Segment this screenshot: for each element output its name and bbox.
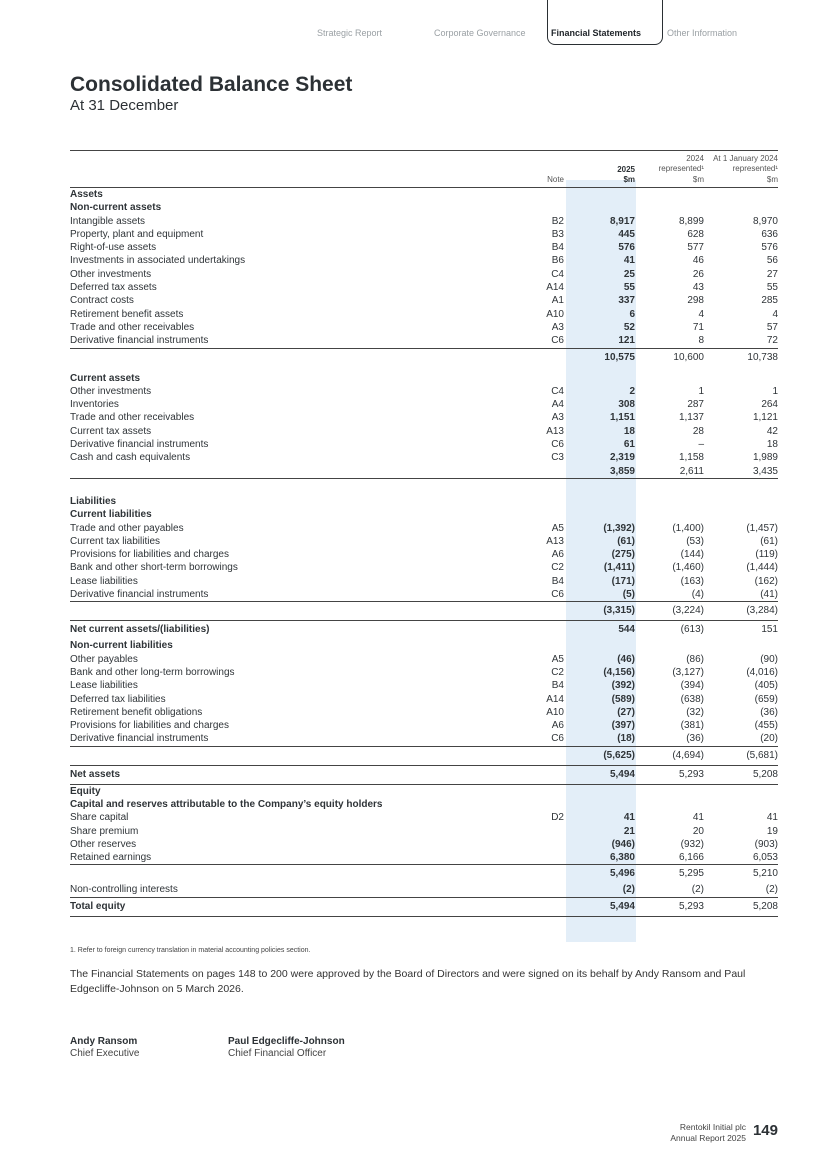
value-jan-2024: (61)	[760, 535, 778, 547]
header-2024: 2024	[686, 154, 704, 163]
value-2025: 308	[618, 399, 635, 411]
value-2024: 8	[698, 335, 704, 347]
value-2025: (2)	[622, 884, 635, 896]
table-row	[70, 653, 778, 666]
row-label: Derivative financial instruments	[70, 589, 209, 601]
value-jan-2024: 264	[761, 399, 778, 411]
table-row	[70, 883, 778, 896]
value-2024: 26	[692, 268, 704, 280]
value-2024: (3,127)	[672, 666, 704, 678]
row-label: Retirement benefit obligations	[70, 706, 203, 718]
row-label: Current tax liabilities	[70, 535, 161, 547]
value-2024: (1,460)	[672, 562, 704, 574]
total-row	[70, 601, 778, 620]
value-2025: 2	[629, 385, 635, 397]
value-2024: 71	[692, 321, 704, 333]
row-label: Investments in associated undertakings	[70, 255, 246, 267]
row-label: Total equity	[70, 900, 126, 912]
row-label: Derivative financial instruments	[70, 439, 209, 451]
value-2024: (36)	[686, 733, 704, 745]
row-note: B4	[551, 575, 564, 587]
value-jan-2024: 72	[766, 335, 778, 347]
value-jan-2024: 27	[766, 268, 778, 280]
table-row	[70, 268, 778, 281]
row-label: Provisions for liabilities and charges	[70, 549, 229, 561]
value-2025: 41	[623, 812, 635, 824]
table-row	[70, 215, 778, 228]
value-2025: (397)	[611, 720, 635, 732]
row-note: C6	[551, 733, 564, 745]
row-label: Property, plant and equipment	[70, 228, 204, 240]
row-label: Retirement benefit assets	[70, 308, 184, 320]
table-row	[70, 281, 778, 294]
value-2025: (46)	[617, 653, 635, 665]
value-2025: 337	[618, 295, 635, 307]
row-label: Other reserves	[70, 838, 137, 850]
section-heading-row	[70, 785, 778, 798]
value-jan-2024: 5,210	[752, 868, 778, 880]
value-jan-2024: (2)	[765, 884, 778, 896]
row-label: Bank and other short-term borrowings	[70, 562, 238, 574]
total-row	[70, 746, 778, 765]
row-note: A10	[546, 308, 564, 320]
value-2024: (4,694)	[672, 749, 704, 761]
section-heading-row	[70, 508, 778, 521]
row-label: Bank and other long-term borrowings	[70, 666, 235, 678]
row-note: C2	[551, 666, 564, 678]
section-heading-row	[70, 188, 778, 201]
value-2025: 61	[623, 439, 635, 451]
value-2024: 628	[687, 228, 704, 240]
value-2025: (171)	[611, 575, 635, 587]
value-2025: (275)	[611, 549, 635, 561]
value-jan-2024: (36)	[760, 706, 778, 718]
signatory-name: Andy Ransom	[70, 1036, 138, 1047]
table-row	[70, 548, 778, 561]
row-note: C6	[551, 335, 564, 347]
table-row	[70, 385, 778, 398]
table-row	[70, 575, 778, 588]
row-label: Non-current assets	[70, 202, 162, 214]
table-row	[70, 588, 778, 601]
row-label: Cash and cash equivalents	[70, 452, 191, 464]
value-jan-2024: (1,444)	[746, 562, 778, 574]
row-label: Deferred tax liabilities	[70, 693, 166, 705]
value-2024: 5,293	[678, 768, 704, 780]
table-row	[70, 425, 778, 438]
value-2024: 10,600	[673, 351, 704, 363]
table-row	[70, 522, 778, 535]
row-note: A4	[551, 399, 564, 411]
value-2024: 577	[687, 242, 704, 254]
row-note: A3	[551, 412, 564, 424]
value-2024: (32)	[686, 706, 704, 718]
value-2025: (946)	[611, 838, 635, 850]
value-2025: (3,315)	[603, 605, 635, 617]
row-label: Current tax assets	[70, 425, 152, 437]
row-note: A5	[551, 522, 564, 534]
value-2024: (4)	[691, 589, 704, 601]
value-jan-2024: 8,970	[752, 215, 778, 227]
value-2025: 41	[623, 255, 635, 267]
row-label: Net assets	[70, 768, 121, 780]
value-jan-2024: (20)	[760, 733, 778, 745]
value-2024: (381)	[680, 720, 704, 732]
value-2025: 8,917	[609, 215, 635, 227]
row-note: B2	[551, 215, 564, 227]
row-label: Derivative financial instruments	[70, 335, 209, 347]
row-label: Trade and other receivables	[70, 321, 195, 333]
value-jan-2024: 6,053	[752, 852, 778, 864]
header-note: Note	[547, 175, 564, 184]
value-jan-2024: 4	[772, 308, 778, 320]
row-spacer	[70, 479, 778, 495]
value-2024: 46	[692, 255, 704, 267]
value-2025: 10,575	[604, 351, 635, 363]
value-2024: 287	[687, 399, 704, 411]
nav-strategic-report[interactable]: Strategic Report	[317, 28, 383, 38]
value-jan-2024: 636	[761, 228, 778, 240]
value-2025: 18	[623, 425, 635, 437]
value-jan-2024: (455)	[754, 720, 778, 732]
signatory-name: Paul Edgecliffe-Johnson	[228, 1036, 345, 1047]
value-2024: (613)	[680, 624, 704, 636]
value-2025: (27)	[617, 706, 635, 718]
value-2024: 1,158	[678, 452, 704, 464]
row-note: A14	[546, 693, 564, 705]
row-label: Intangible assets	[70, 215, 146, 227]
row-note: A10	[546, 706, 564, 718]
row-note: C4	[551, 385, 564, 397]
value-2025: 55	[623, 282, 635, 294]
nav-financial-statements[interactable]: Financial Statements	[551, 28, 642, 38]
value-2024: 2,611	[679, 465, 704, 477]
value-jan-2024: 5,208	[752, 900, 778, 912]
table-row	[70, 321, 778, 334]
table-row	[70, 398, 778, 411]
value-jan-2024: 56	[766, 255, 778, 267]
value-2025: (18)	[617, 733, 635, 745]
value-2025: (1,392)	[603, 522, 635, 534]
table-row	[70, 732, 778, 745]
row-note: C6	[551, 439, 564, 451]
value-2025: 5,494	[609, 768, 635, 780]
row-label: Non-current liabilities	[70, 640, 173, 652]
header-2025-unit: $m	[623, 175, 635, 184]
row-label: Derivative financial instruments	[70, 733, 209, 745]
value-2025: (392)	[611, 680, 635, 692]
value-2024: 1	[698, 385, 704, 397]
value-jan-2024: 1,989	[752, 452, 778, 464]
value-2024: (144)	[680, 549, 704, 561]
value-2025: 544	[618, 624, 635, 636]
footer-company-name: Rentokil Initial plc	[679, 1122, 746, 1132]
value-2024: (3,224)	[672, 605, 704, 617]
row-label: Lease liabilities	[70, 680, 138, 692]
value-2025: 3,859	[609, 465, 635, 477]
value-2024: –	[698, 439, 704, 451]
table-row	[70, 411, 778, 424]
value-jan-2024: 1,121	[752, 412, 778, 424]
value-jan-2024: 55	[766, 282, 778, 294]
value-2024: 298	[687, 295, 704, 307]
row-label: Other investments	[70, 385, 152, 397]
value-jan-2024: 1	[772, 385, 778, 397]
row-label: Capital and reserves attributable to the Company’s equity holders	[70, 798, 383, 810]
value-jan-2024: (162)	[754, 575, 778, 587]
row-label: Retained earnings	[70, 852, 152, 864]
row-note: B6	[551, 255, 564, 267]
table-row	[70, 838, 778, 851]
value-jan-2024: 151	[761, 624, 778, 636]
value-2025: (589)	[611, 693, 635, 705]
row-label: Trade and other payables	[70, 522, 184, 534]
value-jan-2024: (5,681)	[746, 749, 778, 761]
row-label: Share premium	[70, 825, 139, 837]
table-row	[70, 334, 778, 347]
table-row	[70, 308, 778, 321]
row-note: A3	[551, 321, 564, 333]
row-note: A5	[551, 653, 564, 665]
row-label: Provisions for liabilities and charges	[70, 720, 229, 732]
row-note: A6	[551, 549, 564, 561]
row-label: Non-controlling interests	[70, 884, 178, 896]
section-heading-row	[70, 495, 778, 508]
value-jan-2024: (90)	[760, 653, 778, 665]
row-note: A1	[551, 295, 564, 307]
value-2024: (932)	[680, 838, 704, 850]
value-jan-2024: 10,738	[747, 351, 778, 363]
signatory-role: Chief Financial Officer	[228, 1048, 327, 1059]
value-2025: 6,380	[609, 852, 635, 864]
row-note: B4	[551, 680, 564, 692]
row-label: Contract costs	[70, 295, 134, 307]
value-jan-2024: 285	[761, 295, 778, 307]
table-row	[70, 228, 778, 241]
section-heading-row	[70, 639, 778, 652]
value-2025: 5,494	[609, 900, 635, 912]
value-jan-2024: 576	[761, 242, 778, 254]
value-jan-2024: (119)	[755, 549, 778, 561]
row-note: A13	[546, 425, 564, 437]
page-number: 149	[752, 1122, 778, 1139]
page-title: Consolidated Balance Sheet	[70, 73, 353, 96]
table-body	[70, 188, 778, 917]
row-label: Other payables	[70, 653, 138, 665]
active-tab-outline	[547, 0, 663, 45]
value-2025: 445	[618, 228, 635, 240]
table-row	[70, 666, 778, 679]
value-2025: 5,496	[609, 868, 635, 880]
value-2024: 1,137	[678, 412, 704, 424]
value-2025: 121	[618, 335, 635, 347]
value-jan-2024: 3,435	[752, 465, 778, 477]
value-2024: 4	[698, 308, 704, 320]
footnote: 1. Refer to foreign currency translation in material accounting policies section.	[70, 947, 311, 954]
value-jan-2024: (1,457)	[746, 522, 778, 534]
header-2024-unit: $m	[692, 175, 704, 184]
value-2025: (5,625)	[603, 749, 635, 761]
value-jan-2024: (4,016)	[746, 666, 778, 678]
header-2025: 2025	[617, 165, 635, 174]
value-2025: 6	[629, 308, 635, 320]
footer-report-name: Annual Report 2025	[670, 1133, 746, 1143]
table-row	[70, 451, 778, 464]
row-label: Inventories	[70, 399, 119, 411]
value-2025: 1,151	[609, 412, 635, 424]
row-note: D2	[551, 812, 564, 824]
row-label: Lease liabilities	[70, 575, 138, 587]
row-label: Deferred tax assets	[70, 282, 157, 294]
table-row	[70, 851, 778, 864]
nav-corporate-governance[interactable]: Corporate Governance	[434, 28, 526, 38]
row-label: Share capital	[70, 812, 129, 824]
total-row	[70, 620, 778, 639]
value-2024: 41	[692, 812, 704, 824]
row-note: A6	[551, 720, 564, 732]
header-jan-2024: At 1 January 2024	[713, 154, 778, 163]
value-2024: (1,400)	[672, 522, 704, 534]
value-jan-2024: 41	[766, 812, 778, 824]
table-row	[70, 294, 778, 307]
value-jan-2024: (41)	[760, 589, 778, 601]
value-2025: 2,319	[609, 452, 635, 464]
table-row	[70, 254, 778, 267]
header-jan-2024-represented: represented¹	[732, 164, 778, 173]
table-row	[70, 679, 778, 692]
value-2024: 28	[692, 425, 704, 437]
value-2025: 21	[623, 825, 635, 837]
value-2024: 6,166	[678, 852, 704, 864]
value-2024: 5,295	[678, 868, 704, 880]
row-label: Equity	[70, 785, 101, 797]
row-note: C4	[551, 268, 564, 280]
table-row	[70, 825, 778, 838]
row-note: B3	[551, 228, 564, 240]
value-jan-2024: (3,284)	[746, 605, 778, 617]
section-heading-row	[70, 372, 778, 385]
signatory	[70, 1036, 139, 1060]
value-2025: (1,411)	[603, 562, 635, 574]
row-note: A13	[546, 535, 564, 547]
value-2024: (394)	[680, 680, 704, 692]
value-2024: (2)	[691, 884, 704, 896]
value-2025: 52	[623, 321, 635, 333]
value-2024: (53)	[686, 535, 704, 547]
row-note: C3	[551, 452, 564, 464]
row-label: Other investments	[70, 268, 152, 280]
table-row	[70, 693, 778, 706]
row-label: Assets	[70, 189, 103, 200]
section-heading-row	[70, 798, 778, 811]
total-row	[70, 765, 778, 785]
top-navigation	[0, 0, 825, 44]
total-row	[70, 465, 778, 479]
value-jan-2024: 5,208	[752, 768, 778, 780]
value-2025: (5)	[622, 589, 635, 601]
value-2025: (61)	[617, 535, 635, 547]
signatory-role: Chief Executive	[70, 1048, 140, 1059]
table-row	[70, 535, 778, 548]
value-2025: 25	[623, 268, 635, 280]
approval-statement: The Financial Statements on pages 148 to 200 were approved by the Board of Directors and were signed on its behalf by Andy Ransom and Paul Edgecliffe-Johnson on 5 March 2026.	[70, 968, 746, 995]
nav-other-information[interactable]: Other Information	[667, 28, 738, 38]
table-row	[70, 719, 778, 732]
value-2024: (638)	[680, 693, 704, 705]
value-2024: (163)	[680, 575, 704, 587]
section-heading-row	[70, 201, 778, 214]
value-jan-2024: 19	[766, 825, 778, 837]
table-row	[70, 811, 778, 824]
row-label: Liabilities	[70, 495, 117, 507]
balance-sheet-table	[70, 150, 778, 917]
row-label: Net current assets/(liabilities)	[70, 624, 210, 636]
header-jan-2024-unit: $m	[766, 175, 778, 184]
total-row	[70, 864, 778, 883]
table-row	[70, 561, 778, 574]
row-label: Trade and other receivables	[70, 412, 195, 424]
row-note: C6	[551, 589, 564, 601]
value-2025: (4,156)	[603, 666, 635, 678]
row-note: B4	[551, 242, 564, 254]
row-label: Right-of-use assets	[70, 242, 157, 254]
row-label: Current liabilities	[70, 509, 152, 521]
row-note: A14	[546, 282, 564, 294]
total-row	[70, 348, 778, 367]
value-2024: 8,899	[678, 215, 704, 227]
value-jan-2024: 57	[766, 321, 778, 333]
total-row	[70, 897, 778, 917]
value-2024: 5,293	[678, 900, 704, 912]
value-2025: 576	[618, 242, 635, 254]
signatory	[228, 1036, 345, 1060]
table-row	[70, 706, 778, 719]
row-label: Current assets	[70, 372, 141, 384]
value-jan-2024: (659)	[754, 693, 778, 705]
table-row	[70, 241, 778, 254]
value-2024: 43	[692, 282, 704, 294]
value-jan-2024: (405)	[754, 680, 778, 692]
footer-company	[670, 1122, 746, 1144]
value-2024: (86)	[686, 653, 704, 665]
value-jan-2024: 42	[766, 425, 778, 437]
table-row	[70, 438, 778, 451]
table-header	[70, 150, 778, 188]
value-jan-2024: (903)	[754, 838, 778, 850]
row-note: C2	[551, 562, 564, 574]
value-jan-2024: 18	[766, 439, 778, 451]
page-subtitle: At 31 December	[70, 97, 179, 114]
header-2024-represented: represented¹	[658, 164, 704, 173]
value-2024: 20	[692, 825, 704, 837]
